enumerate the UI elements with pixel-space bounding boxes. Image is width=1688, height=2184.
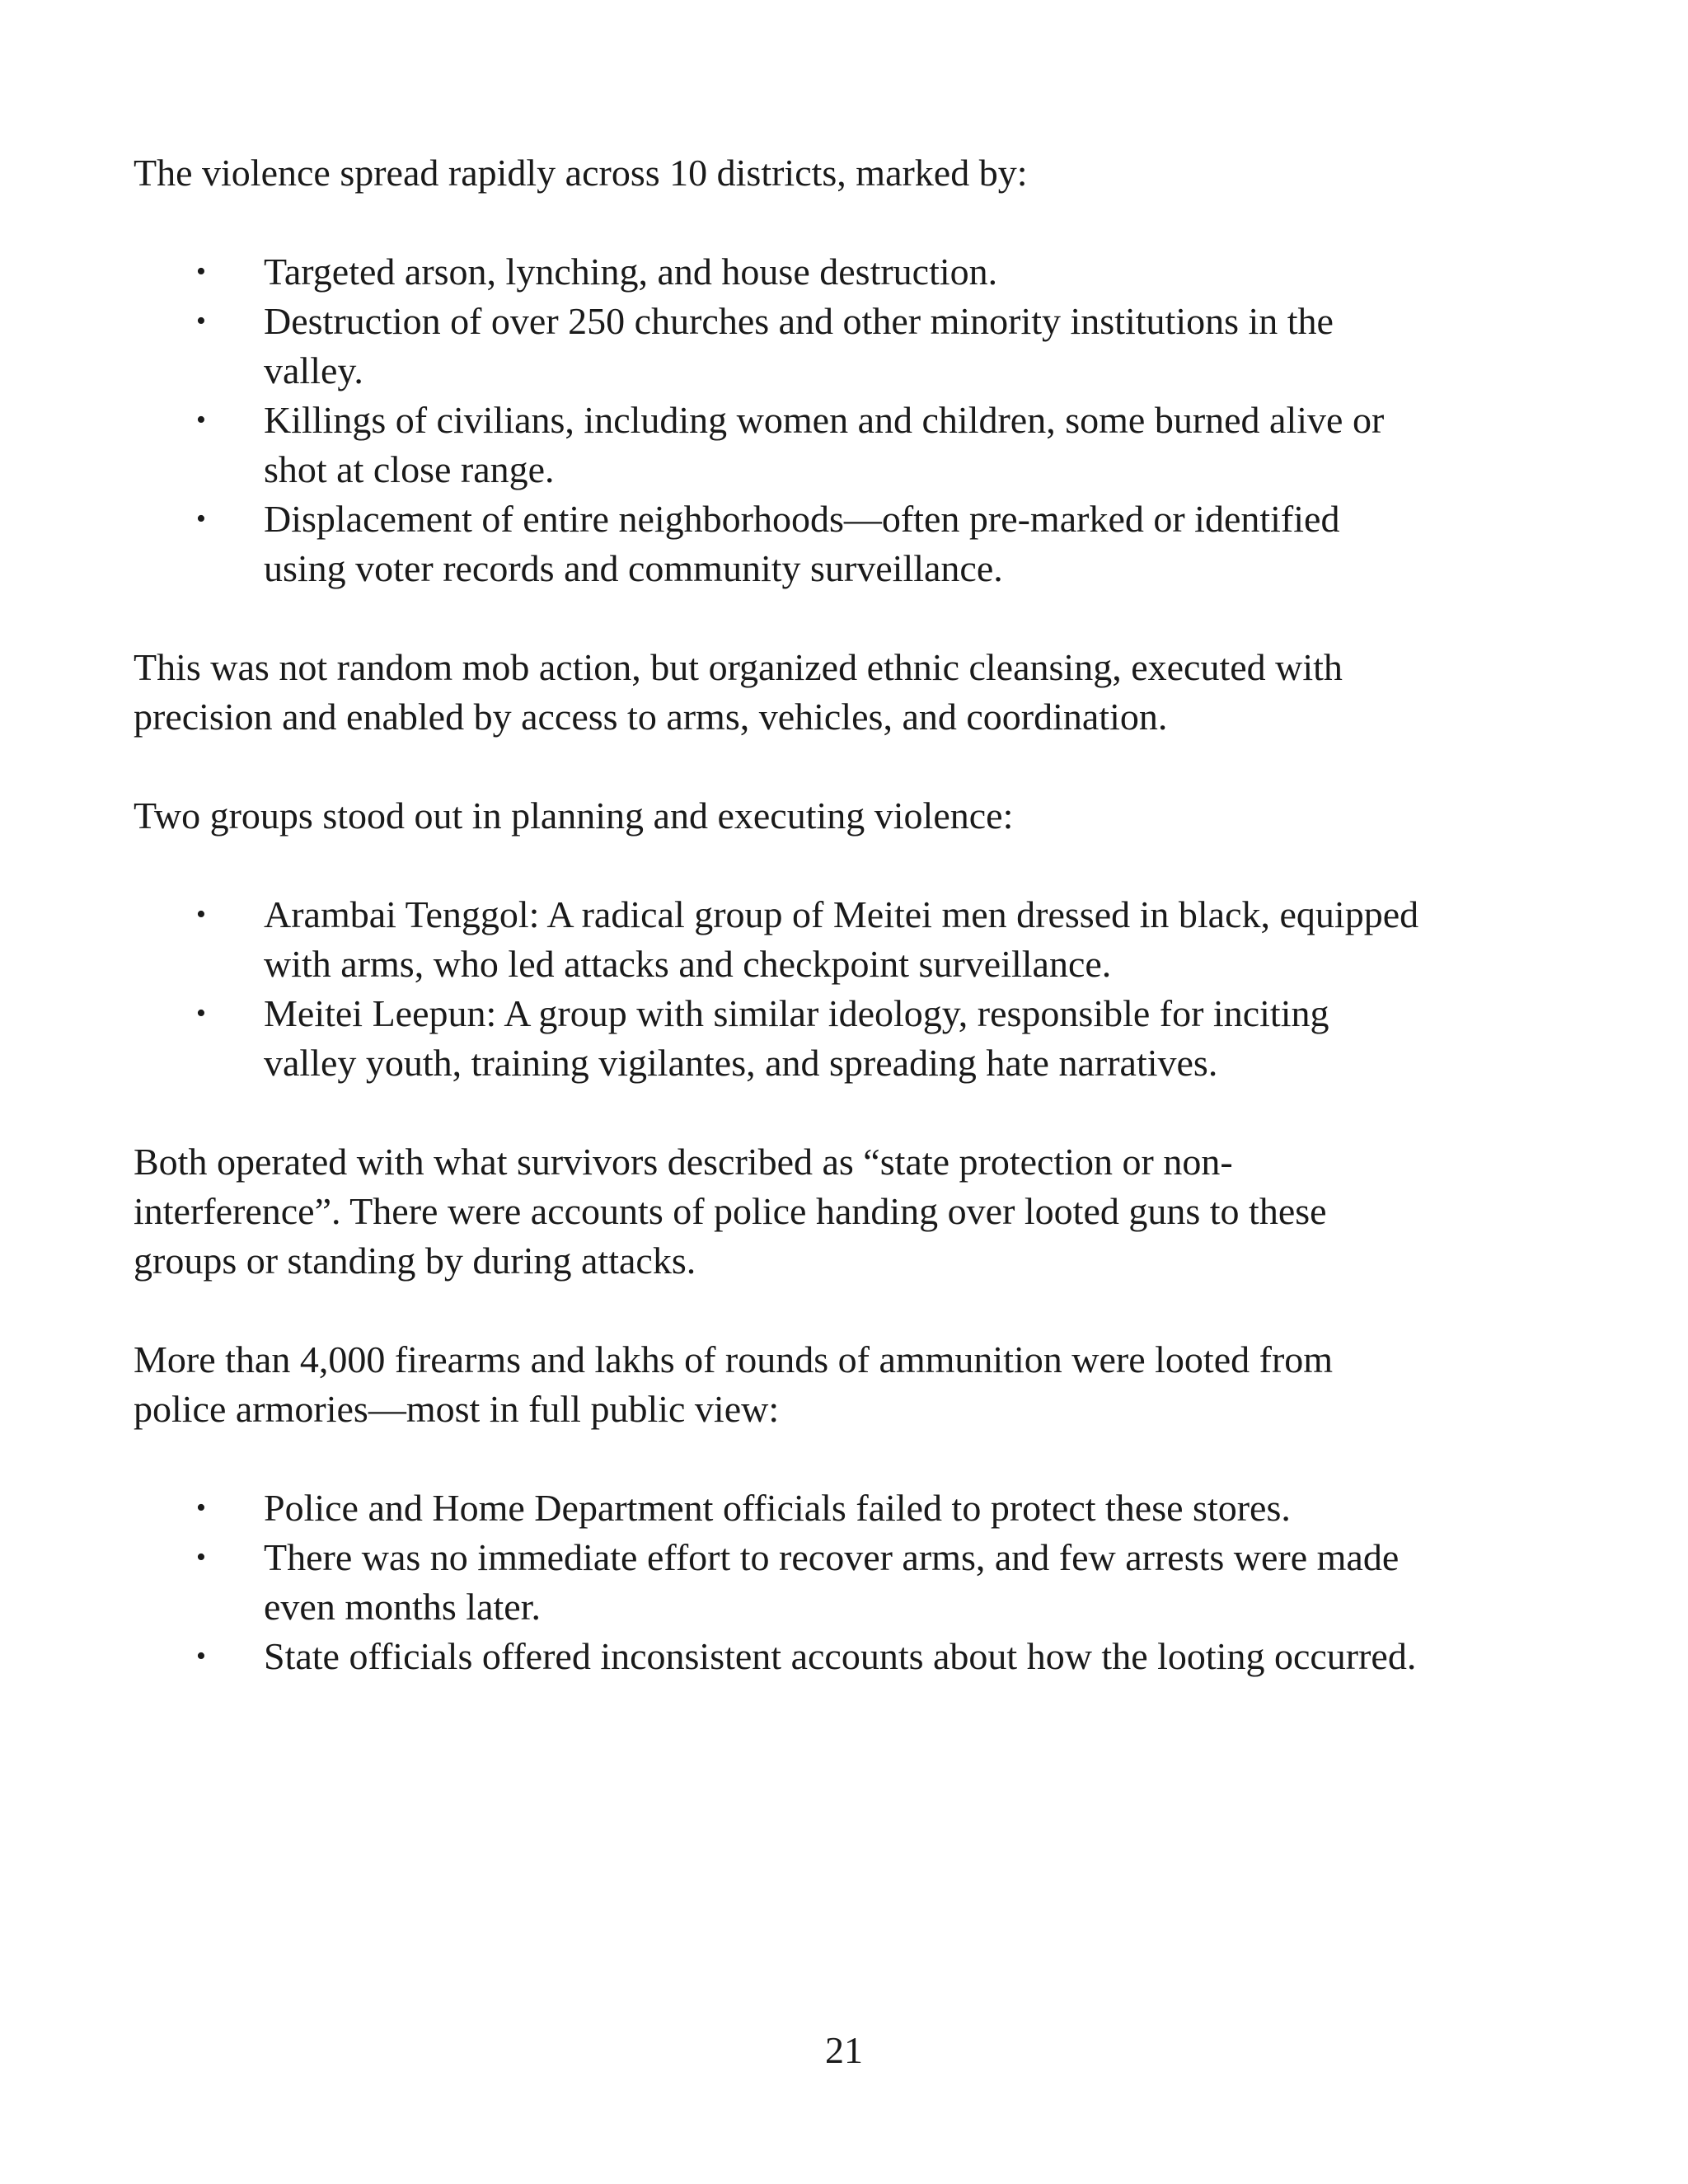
list-item (134, 1632, 1419, 1681)
bullet-icon: • (196, 1542, 206, 1572)
list-item (134, 396, 1419, 494)
list-item (134, 989, 1419, 1088)
list-item-text: Targeted arson, lynching, and house destruction. (264, 251, 998, 293)
bullet-icon: • (196, 306, 206, 336)
list-item-text: State officials offered inconsistent accounts about how the looting occurred. (264, 1635, 1417, 1677)
paragraph-firearms-looted: More than 4,000 firearms and lakhs of rounds of ammunition were looted from police armories—most in full public view: (134, 1338, 1334, 1430)
list-item-text: Destruction of over 250 churches and other minority institutions in the valley. (264, 300, 1334, 391)
document-body (134, 148, 1419, 1731)
list-item (134, 890, 1419, 989)
paragraph-violence-intro: The violence spread rapidly across 10 districts, marked by: (134, 152, 1028, 194)
violence-list (134, 247, 1419, 593)
list-item-text: Displacement of entire neighborhoods—often pre-marked or identified using voter records and community surveillance. (264, 498, 1340, 589)
list-item (134, 247, 1419, 297)
bullet-icon: • (196, 899, 206, 930)
list-item (134, 494, 1419, 593)
list-item-text: Arambai Tenggol: A radical group of Meitei men dressed in black, equipped with arms, who led attacks and checkpoint surveillance. (264, 893, 1419, 985)
list-item (134, 1483, 1419, 1533)
bullet-icon: • (196, 504, 206, 534)
paragraph-groups-intro: Two groups stood out in planning and executing violence: (134, 794, 1014, 837)
bullet-icon: • (196, 1493, 206, 1523)
list-item-text: There was no immediate effort to recover arms, and few arrests were made even months later. (264, 1536, 1400, 1628)
list-item-text: Meitei Leepun: A group with similar ideology, responsible for inciting valley youth, training vigilantes, and spreading hate narratives. (264, 992, 1329, 1084)
bullet-icon: • (196, 1641, 206, 1671)
paragraph-organized-cleansing: This was not random mob action, but organized ethnic cleansing, executed with precision and enabled by access to arms, vehicles, and coordination. (134, 646, 1343, 738)
bullet-icon: • (196, 405, 206, 435)
page-number: 21 (825, 2029, 863, 2071)
bullet-icon: • (196, 998, 206, 1029)
list-item (134, 297, 1419, 396)
groups-list (134, 890, 1419, 1088)
list-item-text: Killings of civilians, including women and children, some burned alive or shot at close range. (264, 399, 1385, 490)
armories-list (134, 1483, 1419, 1681)
bullet-icon: • (196, 256, 206, 287)
list-item-text: Police and Home Department officials failed to protect these stores. (264, 1487, 1291, 1529)
list-item (134, 1533, 1419, 1632)
paragraph-state-protection: Both operated with what survivors described as “state protection or non-interference”. There were accounts of police handing over looted guns to these groups or standing by during attacks. (134, 1141, 1327, 1282)
